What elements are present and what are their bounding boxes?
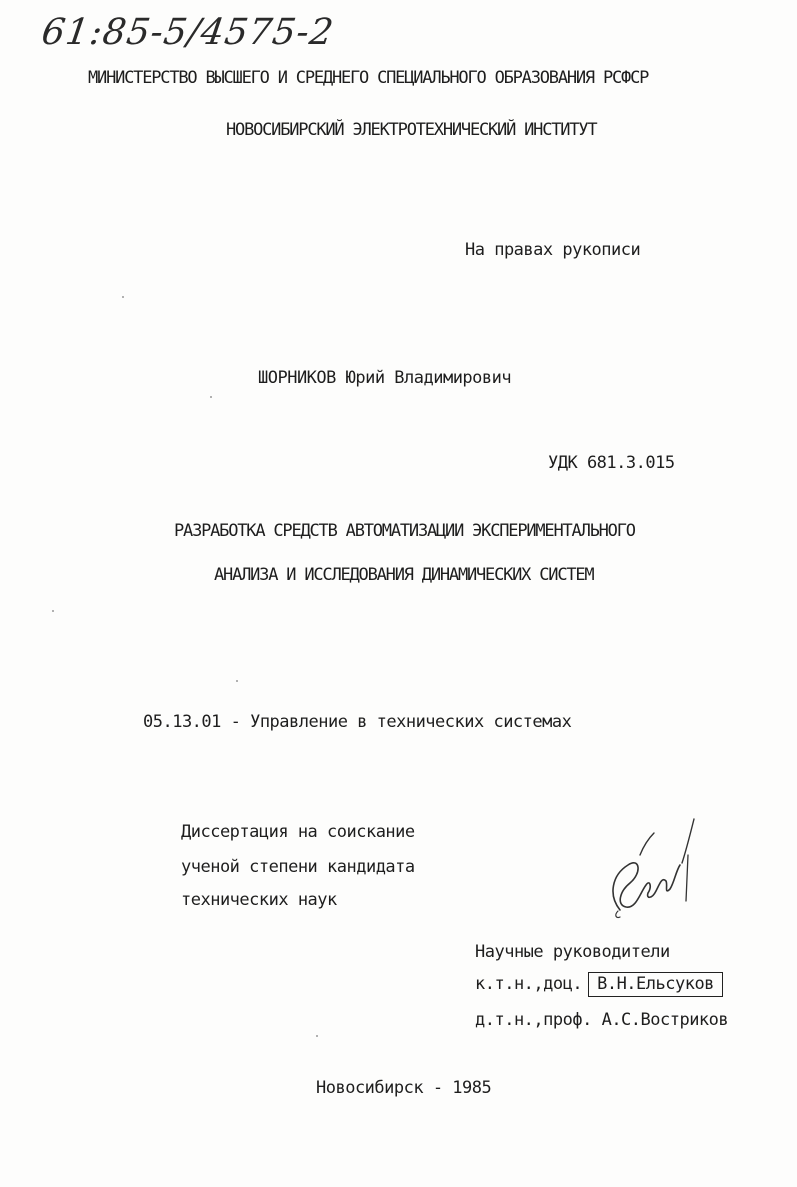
- supervisor-1-degree: к.т.н.,доц.: [475, 974, 583, 994]
- supervisor-2-row: [475, 1010, 728, 1030]
- supervisor-1-row: [475, 974, 723, 994]
- scan-speck: [210, 396, 212, 398]
- author-name: ШОРНИКОВ Юрий Владимирович: [258, 368, 512, 388]
- manuscript-rights-note: На правах рукописи: [465, 240, 641, 260]
- scan-speck: [122, 296, 124, 298]
- supervisor-1-name: В.Н.Ельсуков: [588, 972, 723, 997]
- dissertation-title-line-2: АНАЛИЗА И ИССЛЕДОВАНИЯ ДИНАМИЧЕСКИХ СИСТЕМ: [214, 565, 594, 585]
- dissertation-note-line-1: Диссертация на соискание: [181, 822, 415, 842]
- city-year-footer: Новосибирск - 1985: [316, 1078, 492, 1098]
- ministry-heading: МИНИСТЕРСТВО ВЫСШЕГО И СРЕДНЕГО СПЕЦИАЛЬНОГО ОБРАЗОВАНИЯ РСФСР: [88, 68, 649, 88]
- archive-code: 61:85-5/4575-2: [39, 12, 337, 53]
- supervisors-heading: Научные руководители: [475, 942, 670, 962]
- udc-code: УДК 681.3.015: [548, 453, 675, 473]
- specialty-code: 05.13.01 - Управление в технических системах: [143, 712, 572, 732]
- scan-speck: [52, 610, 54, 612]
- dissertation-note-line-3: технических наук: [181, 890, 337, 910]
- scan-speck: [236, 680, 238, 682]
- supervisor-2-name: А.С.Востриков: [601, 1010, 729, 1030]
- signature-image: [590, 815, 710, 925]
- supervisor-2-degree: д.т.н.,проф.: [475, 1010, 592, 1030]
- institute-heading: НОВОСИБИРСКИЙ ЭЛЕКТРОТЕХНИЧЕСКИЙ ИНСТИТУТ: [226, 120, 597, 140]
- dissertation-note-line-2: ученой степени кандидата: [181, 857, 415, 877]
- scan-speck: [316, 1035, 318, 1037]
- dissertation-title-line-1: РАЗРАБОТКА СРЕДСТВ АВТОМАТИЗАЦИИ ЭКСПЕРИМЕНТАЛЬНОГО: [174, 521, 635, 541]
